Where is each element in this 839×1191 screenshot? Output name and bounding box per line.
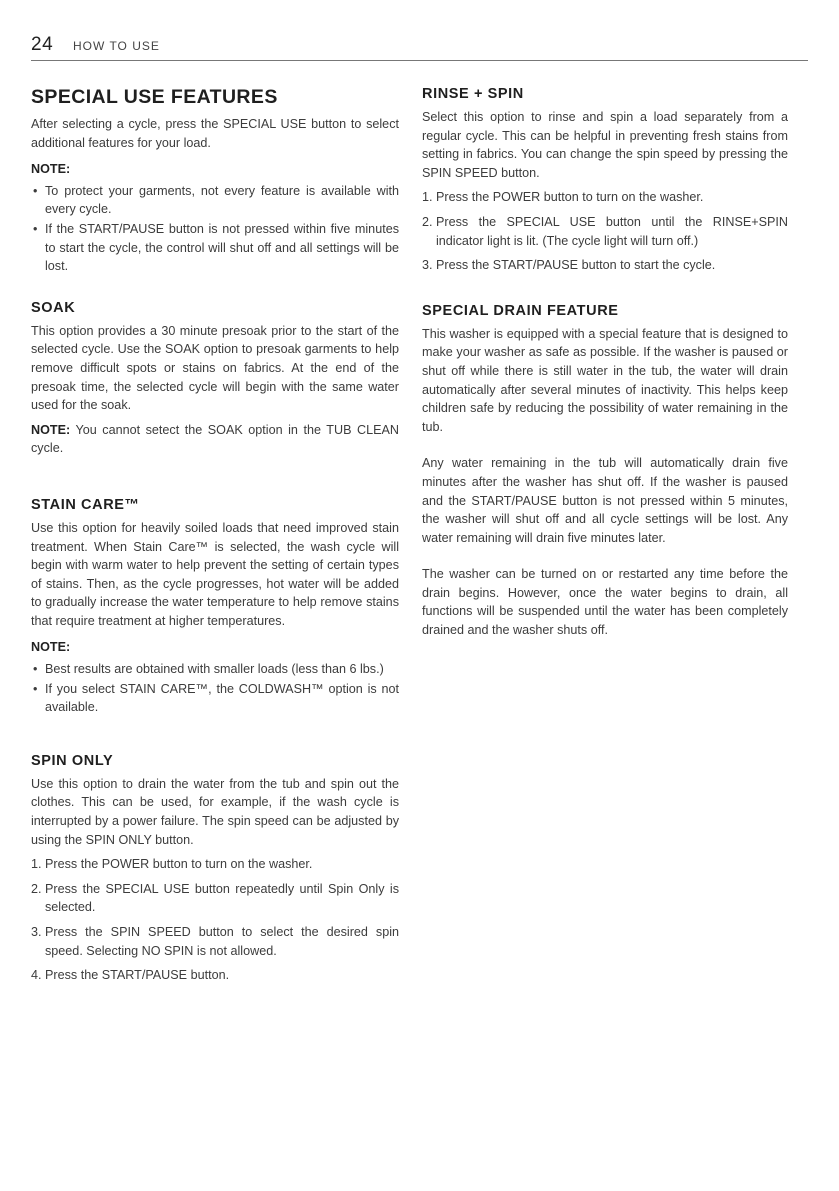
left-column [31,86,399,991]
note-label: NOTE: [31,162,71,177]
step-item: 4. Press the START/PAUSE button. [31,968,230,983]
drain-paragraph: The washer can be turned on or restarted any time before the drain begins. However, once the water begins to drain, all functions will be suspended until the water has been completely drained and the washer shuts off. [422,567,788,638]
stain-care-note-label: NOTE: [31,640,71,655]
note-item: • If the START/PAUSE button is not pressed within five minutes to start the cycle, the control will shut off and all settings will be lost. [31,220,399,276]
soak-section [31,300,399,458]
rinse-spin-heading: RINSE + SPIN [422,86,524,102]
stain-care-heading: STAIN CARE™ [31,496,140,513]
soak-body: This option provides a 30 minute presoak prior to the start of the selected cycle. Use the SOAK option to presoak garments to help remove difficult spots or stains on fabrics. At the end of the presoak time, the selected cycle will begin with the same water used for the soak. [31,323,399,413]
drain-heading: SPECIAL DRAIN FEATURE [422,302,619,319]
spin-only-section [31,753,399,985]
page-header [31,30,808,61]
right-column [422,86,788,640]
drain-paragraph: This washer is equipped with a special feature that is designed to make your washer as safe as possible. If the washer is paused or shut off while there is still water in the tub, the water will drain automatically after several minutes of inactivity. This helps keep children safe by reducing the possibility of water remaining in the tub. [422,326,788,434]
special-use-section [31,86,399,276]
soak-note [31,421,399,458]
section-label: HOW TO USE [73,39,160,53]
drain-section [422,303,788,640]
soak-heading: SOAK [31,299,76,316]
step-item: 1. Press the POWER button to turn on the washer. [422,190,704,205]
soak-note-text: You cannot setect the SOAK option in the TUB CLEAN cycle. [31,422,399,456]
spin-only-heading: SPIN ONLY [31,752,114,769]
step-item: 3. Press the SPIN SPEED button to select the desired spin speed. Selecting NO SPIN is not allowed. [31,925,399,958]
note-item: • To protect your garments, not every feature is available with every cycle. [31,182,399,219]
drain-paragraph: Any water remaining in the tub will automatically drain five minutes after the washer has shut off. If the washer is paused and the START/PAUSE button is not pressed within 5 minutes, the washer will shut off and all cycle settings will be lost. Any water remaining will drain five minutes later. [422,456,788,545]
step-item: 2. Press the SPECIAL USE button until the RINSE+SPIN indicator light is lit. (The cycle light will turn off.) [422,214,788,248]
step-item: 3. Press the START/PAUSE button to start the cycle. [422,258,716,273]
stain-care-note-list [31,660,399,717]
stain-care-section [31,497,399,717]
step-item: 2. Press the SPECIAL USE button repeatedly until Spin Only is selected. [31,881,399,915]
page-number: 24 [31,34,54,55]
note-list [31,182,399,276]
step-item: 1. Press the POWER button to turn on the washer. [31,857,313,872]
spin-only-body: Use this option to drain the water from the tub and spin out the clothes. This can be used, for example, if the wash cycle is interrupted by a power failure. The spin speed can be adjusted by using the SPIN ONLY button. [31,776,399,847]
spin-only-steps [31,855,399,985]
intro-text: After selecting a cycle, press the SPECIAL USE button to select additional features for your load. [31,117,399,150]
rinse-spin-body: Select this option to rinse and spin a load separately from a regular cycle. This can be helpful in preventing fresh stains from setting in fabrics. You can change the spin speed by pressing the SPIN SPEED button. [422,110,788,180]
page-title: SPECIAL USE FEATURES [31,86,278,108]
rinse-spin-section [422,86,788,275]
soak-note-label: NOTE: [31,422,71,437]
stain-care-body: Use this option for heavily soiled loads that need improved stain treatment. When Stain Care™ is selected, the wash cycle will begin with warm water to help prevent the setting of certain types of stains. Then, as the cycle progresses, hot water will be added to gradually increase the water temperature to help remove stains that require treatment at higher temperatures. [31,520,399,628]
note-item: • If you select STAIN CARE™, the COLDWASH™ option is not available. [31,680,399,717]
rinse-spin-steps [422,188,788,274]
note-item: • Best results are obtained with smaller loads (less than 6 lbs.) [31,660,399,679]
